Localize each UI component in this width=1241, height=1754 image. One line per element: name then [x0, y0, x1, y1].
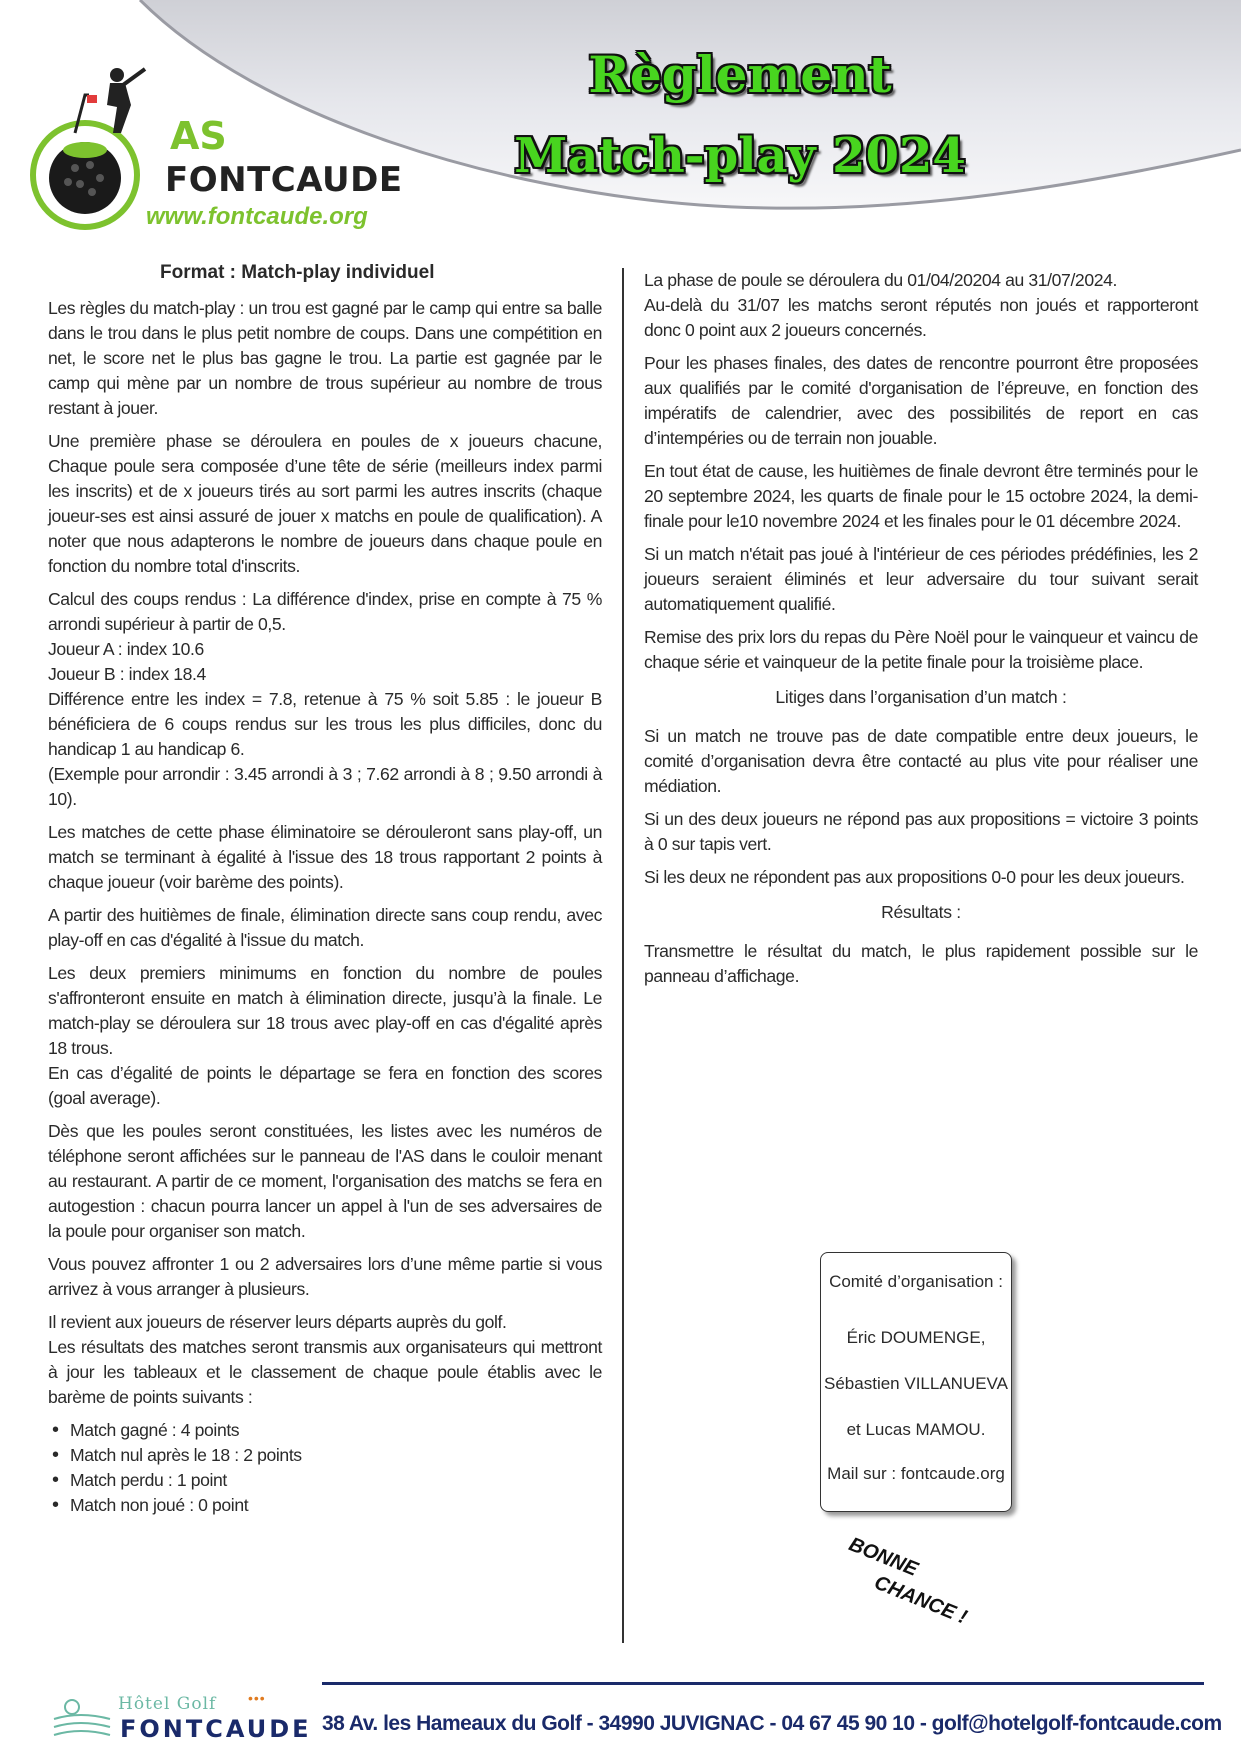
good-luck-line2: CHANCE !	[871, 1571, 971, 1629]
points-scale-list	[48, 1418, 602, 1518]
paragraph-minimums: Les deux premiers minimums en fonction du nombre de poules s'affronteront ensuite en match à élimination directe, jusqu’à la finale. Le match-play se déroulera sur 18 trous avec play-off en cas d'égalité après 18 trous.	[48, 963, 602, 1058]
paragraph-final-dates: En tout état de cause, les huitièmes de finale devront être terminés pour le 20 septembre 2024, les quarts de finale pour le 15 octobre 2024, la demi-finale pour le10 novembre 2024 et les finales pour le 01 décembre 2024.	[644, 461, 1198, 531]
paragraph-pool-dates: La phase de poule se déroulera du 01/04/20204 au 31/07/2024.	[644, 270, 1117, 290]
logo-as-text: AS	[170, 114, 227, 158]
paragraph-self-organisation: Dès que les poules seront constituées, les listes avec les numéros de téléphone seront affichées sur le panneau de l'AS dans le couloir menant au restaurant. A partir de ce moment, l'organisation des matchs se fera en autogestion : chacun pourra lancer un appel à l'un de ses adversaires de la poule pour organiser son match.	[48, 1121, 602, 1241]
golf-ball-icon	[30, 120, 140, 230]
committee-box	[820, 1252, 1012, 1512]
paragraph-prizes: Remise des prix lors du repas du Père Noël pour le vainqueur et vaincu de chaque série et vainqueur de la petite finale pour la troisième place.	[644, 627, 1198, 672]
paragraph-deadline: Au-delà du 31/07 les matchs seront réputés non joués et rapporteront donc 0 point aux 2 joueurs concernés.	[644, 295, 1198, 340]
page-title-line2: Match-play 2024	[514, 128, 966, 184]
paragraph-final-phases: Pour les phases finales, des dates de rencontre pourront être proposées aux qualifiés par le comité d'organisation de l’épreuve, en fonction des impératifs de calendrier, avec des possibilités de report en cas d’intempéries ou de terrain non jouable.	[644, 353, 1198, 448]
paragraph-pools: Une première phase se déroulera en poules de x joueurs chacune, Chaque poule sera composée d’une tête de série (meilleurs index parmi les inscrits) et de x joueurs tirés au sort parmi les autres inscrits (chaque joueur-ses est ainsi assuré de jouer x matchs en poule de qualification). A noter que nous adapterons le nombre de joueurs dans chaque poule en fonction du nombre total d'inscrits.	[48, 431, 602, 576]
club-logo	[20, 65, 420, 245]
right-column	[644, 268, 1198, 997]
committee-member: Éric DOUMENGE,	[846, 1328, 986, 1347]
paragraph-strokes: Calcul des coups rendus : La différence d'index, prise en compte à 75 % arrondi supérieur à partir de 0,5.	[48, 589, 602, 634]
committee-mail: Mail sur : fontcaude.org	[827, 1464, 1005, 1483]
paragraph-unplayed-matches: Si un match n'était pas joué à l'intérieur de ces périodes prédéfinies, les 2 joueurs seraient éliminés et leur adversaire du tour suivant serait automatiquement qualifié.	[644, 544, 1198, 614]
left-column	[48, 296, 602, 1518]
paragraph-player-a: Joueur A : index 10.6	[48, 639, 204, 659]
logo-website-link[interactable]: www.fontcaude.org	[146, 203, 368, 230]
paragraph-booking: Il revient aux joueurs de réserver leurs départs auprès du golf.	[48, 1312, 507, 1332]
footer-stars: •••	[248, 1690, 266, 1706]
list-item: • Match gagné : 4 points	[48, 1418, 602, 1443]
logo-club-name: FONTCAUDE	[165, 160, 403, 200]
list-item: • Match perdu : 1 point	[48, 1468, 602, 1493]
committee-member: et Lucas MAMOU.	[846, 1420, 986, 1439]
disputes-heading: Litiges dans l’organisation d’un match :	[775, 687, 1067, 707]
paragraph-tiebreak: En cas d’égalité de points le départage se fera en fonction des scores (goal average).	[48, 1063, 602, 1108]
paragraph-dispute-forfeit: Si un des deux joueurs ne répond pas aux propositions = victoire 3 points à 0 sur tapis vert.	[644, 809, 1198, 854]
committee-title: Comité d’organisation :	[829, 1272, 1003, 1291]
paragraph-player-b: Joueur B : index 18.4	[48, 664, 206, 684]
list-item: • Match non joué : 0 point	[48, 1493, 602, 1518]
paragraph-multiple-opponents: Vous pouvez affronter 1 ou 2 adversaires lors d’une même partie si vous arrivez à vous arranger à plusieurs.	[48, 1254, 602, 1299]
footer-address: 38 Av. les Hameaux du Golf - 34990 JUVIGNAC - 04 67 45 90 10 - golf@hotelgolf-fontcaude.com	[322, 1712, 1222, 1735]
footer-divider	[322, 1682, 1204, 1685]
paragraph-rounding: (Exemple pour arrondir : 3.45 arrondi à 3 ; 7.62 arrondi à 8 ; 9.50 arrondi à 10).	[48, 764, 602, 809]
paragraph-eighth-finals: A partir des huitièmes de finale, élimination directe sans coup rendu, avec play-off en cas d'égalité à l'issue du match.	[48, 905, 602, 950]
results-heading: Résultats :	[881, 902, 961, 922]
committee-member: Sébastien VILLANUEVA	[824, 1374, 1008, 1393]
paragraph-difference: Différence entre les index = 7.8, retenue à 75 % soit 5.85 : le joueur B bénéficiera de 6 coups rendus sur les trous les plus difficiles, donc du handicap 1 au handicap 6.	[48, 689, 602, 759]
golfer-icon	[65, 65, 155, 135]
list-item: • Match nul après le 18 : 2 points	[48, 1443, 602, 1468]
paragraph-dispute-mediation: Si un match ne trouve pas de date compatible entre deux joueurs, le comité d’organisation devra être contacté au plus vite pour réaliser une médiation.	[644, 726, 1198, 796]
good-luck-text	[835, 1531, 980, 1630]
page-title-line1: Règlement	[588, 45, 892, 104]
footer-hotel-label: Hôtel Golf	[118, 1694, 217, 1714]
paragraph-elimination-phase: Les matches de cette phase éliminatoire se dérouleront sans play-off, un match se terminant à égalité à l'issue des 18 trous rapportant 2 points à chaque joueur (voir barème des points).	[48, 822, 602, 892]
paragraph-results-transmission: Les résultats des matches seront transmis aux organisateurs qui mettront à jour les tableaux et le classement de chaque poule établis avec le barème de points suivants :	[48, 1337, 602, 1407]
good-luck-line1: BONNE	[845, 1533, 921, 1581]
paragraph-rules: Les règles du match-play : un trou est gagné par le camp qui entre sa balle dans le trou dans le plus petit nombre de coups. Dans une compétition en net, le score net le plus bas gagne le trou. La partie est gagnée par le camp qui mène par un nombre de trous supérieur au nombre de trous restant à jouer.	[48, 298, 602, 418]
paragraph-dispute-both: Si les deux ne répondent pas aux propositions 0-0 pour les deux joueurs.	[644, 867, 1185, 887]
footer-hotel-name: FONTCAUDE	[120, 1715, 312, 1743]
paragraph-results: Transmettre le résultat du match, le plus rapidement possible sur le panneau d’affichage.	[644, 941, 1198, 986]
column-divider	[622, 268, 624, 1643]
format-heading: Format : Match-play individuel	[160, 262, 435, 283]
